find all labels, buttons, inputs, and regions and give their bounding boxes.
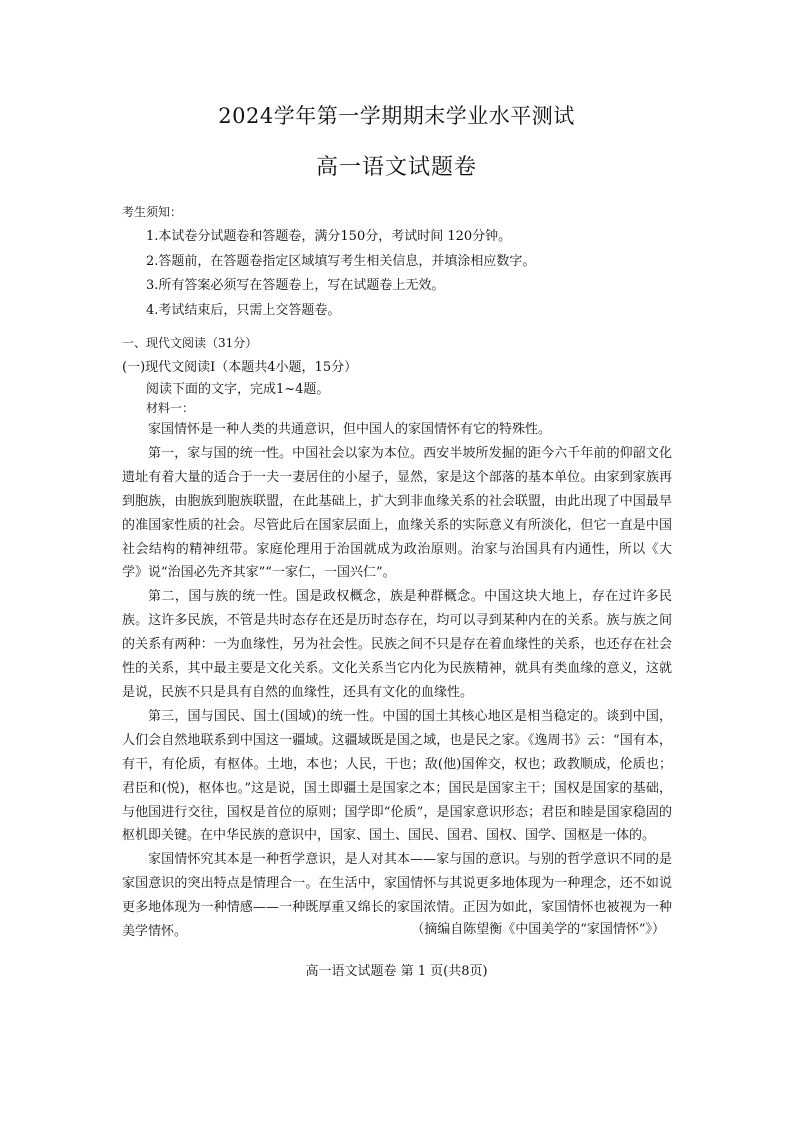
notice-item: 1.本试卷分试题卷和答题卷，满分150分，考试时间 120分钟。 xyxy=(146,229,512,244)
passage-paragraph: 第一，家与国的统一性。中国社会以家为本位。西安半坡所发掘的距今六千年前的仰韶文化遗址有着大量的适合于一夫一妻居住的小屋子，显然，家是这个部落的基本单位。由家到家族再到胞族，由胞族到胞族联盟，在此基础上，扩大到非血缘关系的社会联盟，由此出现了中国最早的准国家性质的社会。尽管此后在国家层面上，血缘关系的实际意义有所淡化，但它一直是中国社会结构的精神纽带。家庭伦理用于治国就成为政治原则。治家与治国具有内通性，所以《大学》说“治国必先齐其家”“一家仁，一国兴仁”。 xyxy=(122,445,672,581)
notice-list xyxy=(146,225,706,323)
exam-title: 2024学年第一学期期末学业水平测试 xyxy=(218,104,575,128)
section-subheading: (一)现代文阅读Ⅰ（本题共4小题，15分） xyxy=(122,360,358,375)
notice-item: 4.考试结束后，只需上交答题卷。 xyxy=(146,302,341,318)
notice-item: 2.答题前，在答题卷指定区域填写考生相关信息，并填涂相应数字。 xyxy=(146,253,536,269)
reading-instruction: 阅读下面的文字，完成1~4题。 xyxy=(146,382,330,397)
section-heading: 一、现代文阅读（31分） xyxy=(122,336,258,350)
passage-source: （摘编自陈望衡《中国美学的“家国情怀”》） xyxy=(411,922,665,937)
notice-item: 3.所有答案必须写在答题卷上，写在试题卷上无效。 xyxy=(146,278,445,293)
notice-label: 考生须知： xyxy=(122,205,183,219)
material-label: 材料一： xyxy=(146,401,195,415)
passage-paragraph: 家国情怀究其本是一种哲学意识，是人对其本——家与国的意识。与别的哲学意识不同的是家国意识的突出特点是情理合一。在生活中，家国情怀与其说更多地体现为一种理念，还不如说更多地体现为一种情感——一种既厚重又绵长的家国浓情。正因为如此，家国情怀也被视为一种美学情怀。 xyxy=(122,852,672,940)
page-footer: 高一语文试题卷 第 1 页(共8页) xyxy=(305,964,488,979)
passage-paragraph: 第二，国与族的统一性。国是政权概念，族是种群概念。中国这块大地上，存在过许多民族。这许多民族，不管是共时态存在还是历时态存在，均可以寻到某种内在的关系。族与族之间的关系有两种：一为血缘性，另为社会性。民族之间不只是存在着血缘性的关系，也还存在社会性的关系，其中最主要是文化关系。文化关系当它内化为民族精神，就具有类血缘的意义，这就是说，民族不只是具有自然的血缘性，还具有文化的血缘性。 xyxy=(122,589,672,700)
exam-subtitle: 高一语文试题卷 xyxy=(315,155,477,180)
passage-paragraph: 第三，国与国民、国土(国域)的统一性。中国的国土其核心地区是相当稳定的。谈到中国，人们会自然地联系到中国这一疆域。这疆域既是国之域，也是民之家。《逸周书》云：“国有本，有干，有伦质，有枢体。土地，本也；人民，干也；敌(他)国侔交，权也；政教顺成，伦质也；君臣和(悦)，枢体也。”这是说，国土即疆土是国家之本；国民是国家主干；国权是国家的基础，与他国进行交往，国权是首位的原则；国学即“伦质”，是国家意识形态；君臣和睦是国家稳固的枢机即关键。在中华民族的意识中，国家、国土、国民、国君、国权、国学、国枢是一体的。 xyxy=(122,708,672,844)
passage-paragraph: 家国情怀是一种人类的共通意识，但中国人的家国情怀有它的特殊性。 xyxy=(148,422,552,437)
reading-passage xyxy=(122,418,672,944)
